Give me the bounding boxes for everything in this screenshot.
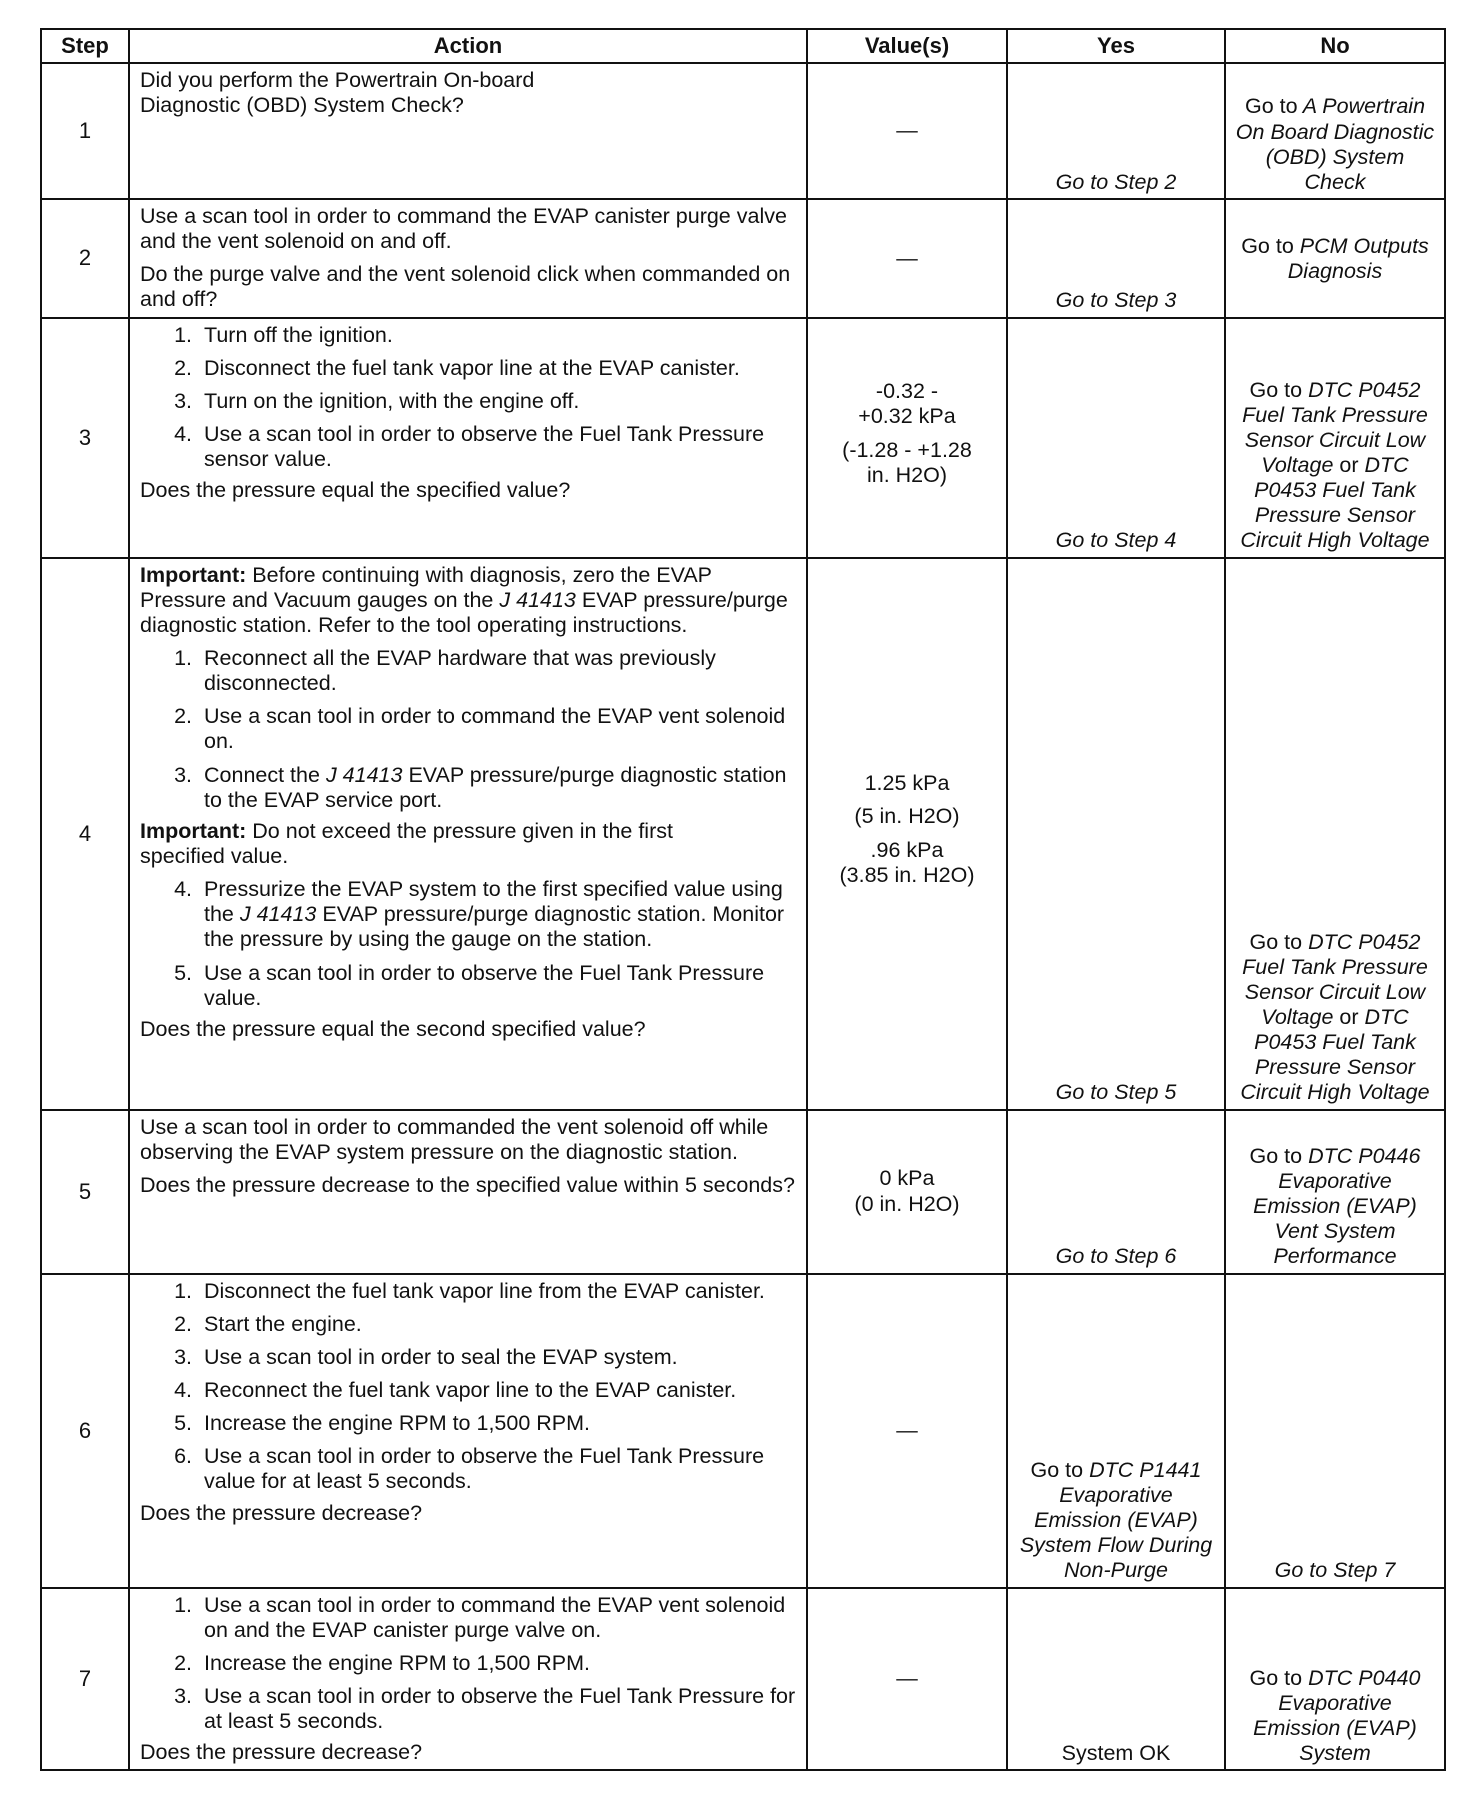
action-step: 1. Reconnect all the EVAP hardware that was previously disconnected.	[198, 646, 796, 696]
important-label: Important:	[140, 562, 247, 587]
action-step: 2. Use a scan tool in order to command the EVAP vent solenoid on.	[198, 704, 796, 754]
link-obd-system-check[interactable]: A Powertrain On Board Diagnostic (OBD) System Check	[1235, 94, 1435, 194]
step-number: 5	[41, 1110, 129, 1274]
yes-cell[interactable]: Go to Step 2	[1007, 63, 1225, 199]
header-no: No	[1225, 29, 1445, 63]
no-cell[interactable]	[1225, 1110, 1445, 1274]
action-step: 5. Increase the engine RPM to 1,500 RPM.	[198, 1411, 796, 1436]
tool-name: J 41413	[239, 902, 317, 927]
step-number: 3	[41, 318, 129, 558]
link-dtc-p0452[interactable]: DTC P0452 Fuel Tank Pressure Sensor Circuit Low Voltage	[1242, 377, 1428, 477]
action-text: Use a scan tool in order to command the EVAP canister purge valve and the vent solenoid on and off.	[140, 204, 787, 254]
link-dtc-p0440[interactable]: DTC P0440 Evaporative Emission (EVAP) System	[1253, 1665, 1421, 1766]
action-text: Use a scan tool in order to commanded the vent solenoid off while observing the EVAP system pressure on the diagnostic station.	[140, 1114, 769, 1164]
values-cell	[807, 1274, 1007, 1588]
values-cell	[807, 1588, 1007, 1771]
important-note	[140, 819, 796, 869]
no-cell[interactable]	[1225, 318, 1445, 558]
action-step: 3. Use a scan tool in order to observe the Fuel Tank Pressure for at least 5 seconds.	[198, 1684, 796, 1734]
table-row-step-7	[41, 1588, 1445, 1771]
action-question: Does the pressure decrease?	[140, 1500, 423, 1525]
table-row-step-3	[41, 318, 1445, 558]
value-inh2o: (5 in. H2O)	[854, 804, 960, 829]
header-values: Value(s)	[807, 29, 1007, 63]
tool-name: J 41413	[325, 762, 403, 787]
action-question: Does the pressure decrease to the specified value within 5 seconds?	[140, 1172, 795, 1197]
important-text: Do not exceed the pressure given in the first specified value.	[140, 818, 673, 868]
action-cell	[129, 318, 807, 558]
action-step: 2. Start the engine.	[198, 1312, 796, 1337]
table-row-step-4	[41, 558, 1445, 1110]
step-number: 2	[41, 199, 129, 318]
link-dtc-p0446[interactable]: DTC P0446 Evaporative Emission (EVAP) Vent System Performance	[1253, 1143, 1421, 1269]
action-steps	[140, 1279, 796, 1495]
important-text: EVAP pressure/purge diagnostic station. Refer to the tool operating instructions.	[140, 587, 788, 637]
value-kpa: -0.32 - +0.32 kPa	[858, 379, 956, 429]
go-to-label: Go to	[1249, 929, 1303, 954]
table-row-step-1	[41, 63, 1445, 199]
value-kpa: 0 kPa	[879, 1166, 935, 1191]
link-dtc-p0452[interactable]: DTC P0452 Fuel Tank Pressure Sensor Circuit Low Voltage	[1242, 929, 1428, 1029]
action-step: 4. Use a scan tool in order to observe the Fuel Tank Pressure sensor value.	[198, 422, 796, 472]
value-dash: —	[896, 118, 918, 143]
no-cell[interactable]	[1225, 1588, 1445, 1771]
action-text: Did you perform the Powertrain On-board Diagnostic (OBD) System Check?	[140, 68, 535, 118]
link-dtc-p1441[interactable]: DTC P1441 Evaporative Emission (EVAP) System Flow During Non-Purge	[1019, 1457, 1213, 1583]
action-step-text: Connect the	[204, 762, 320, 787]
table-row-step-5	[41, 1110, 1445, 1274]
action-cell	[129, 199, 807, 318]
yes-cell[interactable]: Go to Step 4	[1007, 318, 1225, 558]
step-number: 4	[41, 558, 129, 1110]
action-step	[198, 877, 796, 952]
step-number: 7	[41, 1588, 129, 1771]
value-inh2o: (-1.28 - +1.28 in. H2O)	[842, 437, 972, 487]
important-label: Important:	[140, 818, 247, 843]
value-dash: —	[896, 245, 918, 270]
header-action: Action	[129, 29, 807, 63]
or-label: or	[1339, 1005, 1359, 1029]
diagnostic-table	[40, 28, 1446, 1771]
link-pcm-outputs-diagnosis[interactable]: PCM Outputs Diagnosis	[1287, 233, 1429, 283]
action-step: 4. Reconnect the fuel tank vapor line to the EVAP canister.	[198, 1378, 796, 1403]
action-step: 2. Increase the engine RPM to 1,500 RPM.	[198, 1651, 796, 1676]
value-dash: —	[896, 1417, 918, 1442]
action-step: 1. Turn off the ignition.	[198, 323, 796, 348]
action-steps	[140, 877, 796, 1011]
action-step: 1. Use a scan tool in order to command the EVAP vent solenoid on and the EVAP canister purge valve on.	[198, 1593, 796, 1643]
header-row	[41, 29, 1445, 63]
tool-name: J 41413	[499, 587, 576, 612]
link-dtc-p0453[interactable]: DTC P0453 Fuel Tank Pressure Sensor Circuit High Voltage	[1240, 1005, 1430, 1105]
values-cell	[807, 558, 1007, 1110]
action-step: 3. Use a scan tool in order to seal the EVAP system.	[198, 1345, 796, 1370]
value-dash: —	[896, 1666, 918, 1691]
header-step: Step	[41, 29, 129, 63]
action-step-text: EVAP pressure/purge diagnostic station. Monitor the pressure by using the gauge on the station.	[204, 902, 785, 952]
action-cell	[129, 1274, 807, 1588]
yes-cell[interactable]	[1007, 1274, 1225, 1588]
action-cell	[129, 63, 807, 199]
action-question: Do the purge valve and the vent solenoid click when commanded on and off?	[140, 262, 791, 312]
values-cell	[807, 199, 1007, 318]
value-inh2o: (0 in. H2O)	[854, 1191, 960, 1216]
action-step: 1. Disconnect the fuel tank vapor line from the EVAP canister.	[198, 1279, 796, 1304]
value-kpa: 1.25 kPa	[864, 771, 950, 796]
go-to-label: Go to	[1249, 1143, 1303, 1168]
no-cell[interactable]	[1225, 558, 1445, 1110]
action-step: 6. Use a scan tool in order to observe the Fuel Tank Pressure value for at least 5 seconds.	[198, 1444, 796, 1494]
go-to-label: Go to	[1241, 233, 1294, 258]
step-number: 1	[41, 63, 129, 199]
action-cell	[129, 558, 807, 1110]
action-step-text: Pressurize the EVAP system to the first specified value using the	[204, 877, 783, 927]
go-to-label: Go to	[1030, 1457, 1084, 1482]
action-step-text: EVAP pressure/purge diagnostic station to the EVAP service port.	[204, 762, 787, 812]
action-step: 5. Use a scan tool in order to observe the Fuel Tank Pressure value.	[198, 961, 796, 1011]
no-cell[interactable]	[1225, 63, 1445, 199]
action-step: 2. Disconnect the fuel tank vapor line at the EVAP canister.	[198, 356, 796, 381]
action-steps	[140, 323, 796, 473]
go-to-label: Go to	[1244, 94, 1298, 119]
step-number: 6	[41, 1274, 129, 1588]
table-row-step-6	[41, 1274, 1445, 1588]
yes-cell[interactable]: Go to Step 6	[1007, 1110, 1225, 1274]
link-dtc-p0453[interactable]: DTC P0453 Fuel Tank Pressure Sensor Circuit High Voltage	[1240, 453, 1430, 553]
action-cell	[129, 1588, 807, 1771]
go-to-label: Go to	[1249, 377, 1303, 402]
yes-cell[interactable]: Go to Step 5	[1007, 558, 1225, 1110]
value-kpa: .96 kPa	[870, 837, 944, 862]
values-cell	[807, 63, 1007, 199]
action-question: Does the pressure equal the specified value?	[140, 478, 571, 503]
important-note	[140, 563, 796, 638]
action-step	[198, 763, 796, 813]
no-cell[interactable]	[1225, 199, 1445, 318]
action-step: 3. Turn on the ignition, with the engine off.	[198, 389, 796, 414]
values-cell	[807, 318, 1007, 558]
value-inh2o: (3.85 in. H2O)	[839, 862, 975, 887]
go-to-label: Go to	[1249, 1665, 1303, 1690]
action-steps	[140, 646, 796, 813]
values-cell	[807, 1110, 1007, 1274]
important-text: Before continuing with diagnosis, zero the EVAP Pressure and Vacuum gauges on the	[140, 562, 712, 612]
or-label: or	[1339, 453, 1359, 477]
table-row-step-2	[41, 199, 1445, 318]
action-question: Does the pressure equal the second specified value?	[140, 1016, 646, 1041]
action-steps	[140, 1593, 796, 1735]
no-cell[interactable]: Go to Step 7	[1225, 1274, 1445, 1588]
header-yes: Yes	[1007, 29, 1225, 63]
yes-cell[interactable]: Go to Step 3	[1007, 199, 1225, 318]
action-question: Does the pressure decrease?	[140, 1740, 423, 1765]
action-cell	[129, 1110, 807, 1274]
yes-cell[interactable]: System OK	[1007, 1588, 1225, 1771]
